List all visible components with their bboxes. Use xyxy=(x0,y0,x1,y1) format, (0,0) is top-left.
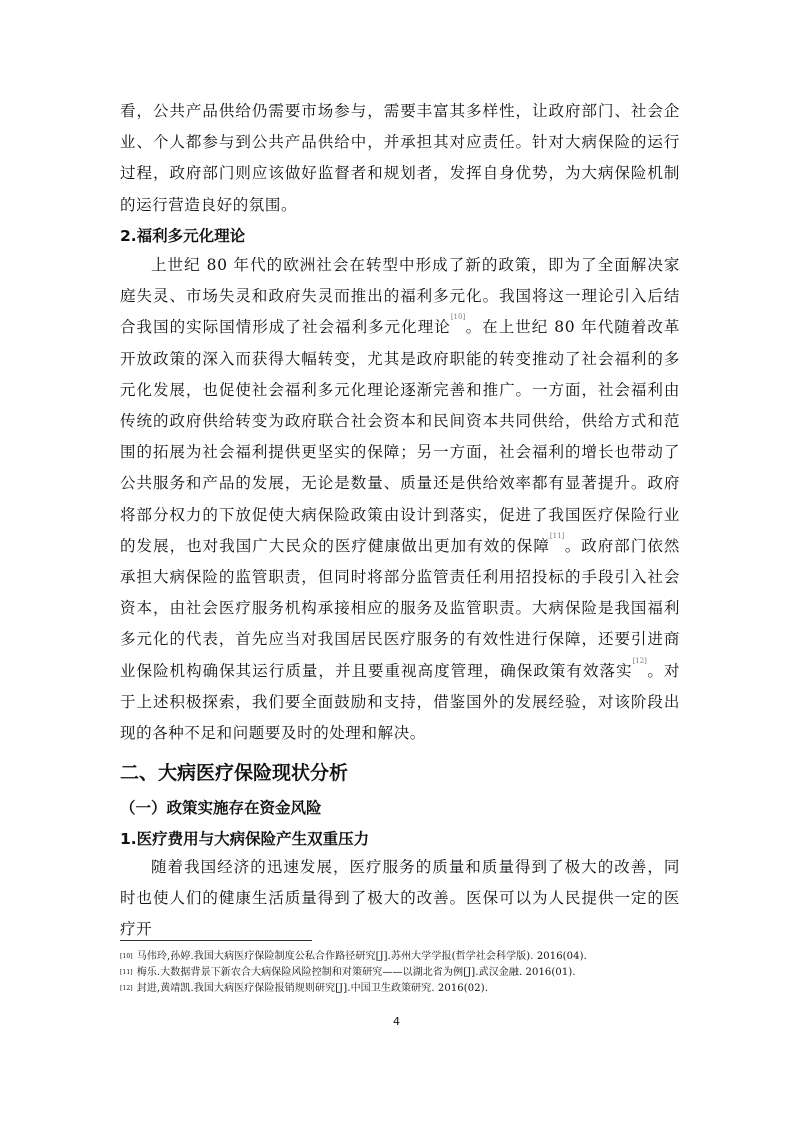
section-heading: 二、大病医疗保险现状分析 xyxy=(120,762,349,784)
footnote xyxy=(120,982,488,996)
footnote-text: 马伟玲,孙婷.我国大病医疗保险制度公私合作路径研究[J].苏州大学学报(哲学社会科学版). 2016(04). xyxy=(136,951,587,962)
citation-ref[interactable]: [10] xyxy=(450,313,466,322)
footnote-text: 封进,黄靖凯.我国大病医疗保险报销规则研究[J].中国卫生政策研究. 2016(02). xyxy=(136,983,488,994)
heading-welfare-pluralism: 2.福利多元化理论 xyxy=(120,227,246,245)
footnote xyxy=(120,950,587,964)
subsection-heading: （一）政策实施存在资金风险 xyxy=(120,799,322,817)
footnote xyxy=(120,966,576,980)
footnote-mark: [12] xyxy=(120,985,133,992)
paragraph-welfare-pluralism xyxy=(120,250,680,749)
page-number: 4 xyxy=(393,1015,400,1028)
subsubsection-heading: 1.医疗费用与大病保险产生双重压力 xyxy=(120,830,370,848)
footnote-divider xyxy=(120,940,312,941)
paragraph-text: 。对于上述积极探索，我们要全面鼓励和支持，借鉴国外的发展经验，对该阶段出现的各种不足和问题要及时的处理和解决。 xyxy=(120,661,680,743)
paragraph-medical-costs: 随着我国经济的迅速发展，医疗服务的质量和质量得到了极大的改善，同时也使人们的健康生活质量得到了极大的改善。医保可以为人民提供一定的医疗开 xyxy=(120,858,680,939)
paragraph-text: 上世纪 80 年代的欧洲社会在转型中形成了新的政策，即为了全面解决家庭失灵、市场失灵和政府失灵而推出的福利多元化。我国将这一理论引入后结合我国的实际国情形成了社会福利多元化理论 xyxy=(120,256,680,337)
paragraph-public-goods: 看，公共产品供给仍需要市场参与，需要丰富其多样性，让政府部门、社会企业、个人都参与到公共产品供给中，并承担其对应责任。针对大病保险的运行过程，政府部门则应该做好监督者和规划者，发挥自身优势，为大病保险机制的运行营造良好的氛围。 xyxy=(120,102,680,214)
paragraph-text: 。在上世纪 80 年代随着改革开放政策的深入而获得大幅转变，尤其是政府职能的转变推动了社会福利的多元化发展，也促使社会福利多元化理论逐渐完善和推广。一方面，社会福利由传统的政府供给转变为政府联合社会资本和民间资本共同供给，供给方式和范围的拓展为社会福利提供更坚实的保障；另一方面，社会福利的增长也带动了公共服务和产品的发展，无论是数量、质量还是供给效率都有显著提升。政府将部分权力的下放促使大病保险政策由设计到落实，促进了我国医疗保险行业的发展，也对我国广大民众的医疗健康做出更加有效的保障 xyxy=(120,318,680,555)
footnote-mark: [11] xyxy=(120,969,133,976)
citation-ref[interactable]: [11] xyxy=(549,531,565,540)
footnote-mark: [10] xyxy=(120,953,133,960)
footnote-text: 梅乐.大数据背景下新农合大病保险风险控制和对策研究——以湖北省为例[J].武汉金融. 2016(01). xyxy=(136,967,576,978)
paragraph-text: 。政府部门依然承担大病保险的监管职责，但同时将部分监管责任利用招投标的手段引入社会资本，由社会医疗服务机构承接相应的服务及监管职责。大病保险是我国福利多元化的代表，首先应当对我国居民医疗服务的有效性进行保障，还要引进商业保险机构确保其运行质量，并且要重视高度管理，确保政策有效落实 xyxy=(120,536,681,680)
citation-ref[interactable]: [12] xyxy=(632,656,647,665)
